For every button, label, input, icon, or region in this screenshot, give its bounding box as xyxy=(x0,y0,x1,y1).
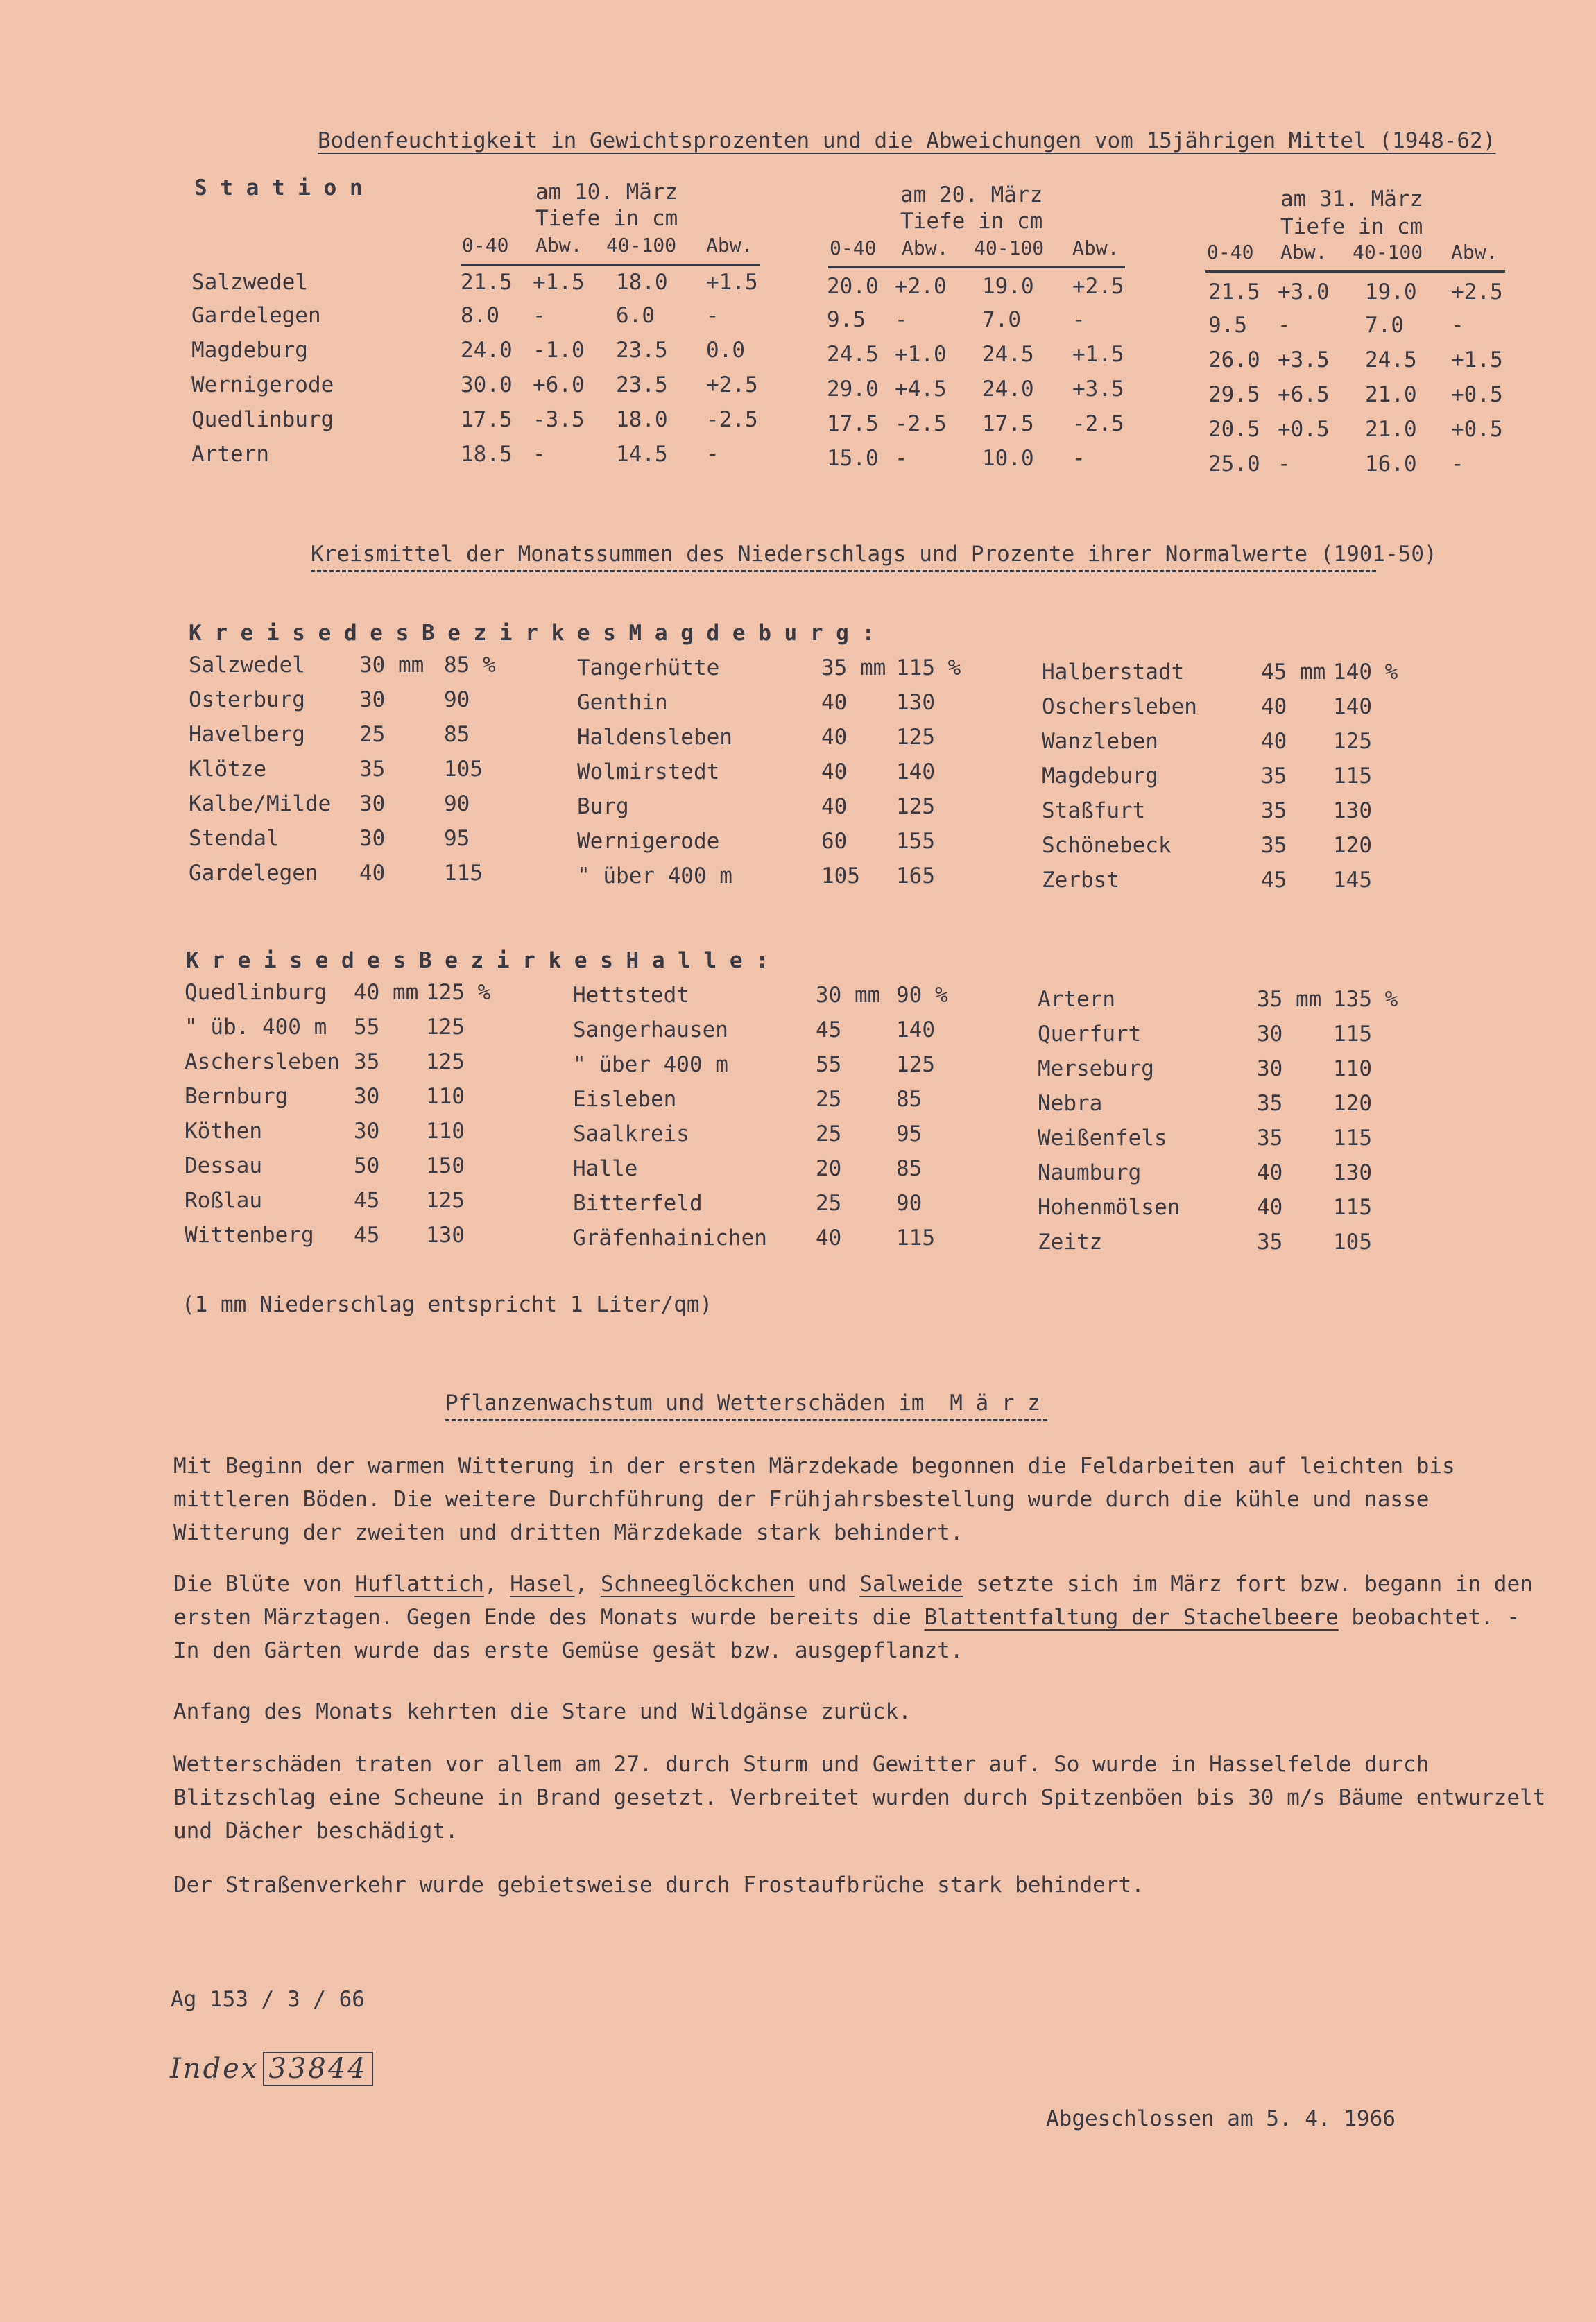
district-mm: 40 xyxy=(821,794,848,819)
district-mm: 45 mm xyxy=(1261,660,1326,685)
district-percent: 125 xyxy=(426,1015,465,1040)
district-name: Haldensleben xyxy=(577,725,732,750)
district-name: Roßlau xyxy=(185,1188,262,1213)
station-header: S t a t i o n xyxy=(194,175,363,200)
plant-schneegloeckchen: Schneeglöckchen xyxy=(600,1572,795,1597)
soil-value: - xyxy=(895,446,908,471)
district-percent: 140 % xyxy=(1333,660,1398,685)
district-percent: 105 xyxy=(444,757,483,782)
soil-value: +0.5 xyxy=(1451,382,1503,407)
district-name: Gräfenhainichen xyxy=(573,1226,767,1250)
district-name: Weißenfels xyxy=(1038,1126,1167,1151)
soil-value: 9.5 xyxy=(1208,313,1247,338)
district-mm: 40 xyxy=(821,759,848,784)
district-mm: 30 xyxy=(359,687,386,712)
district-mm: 30 xyxy=(359,826,386,851)
district-mm: 35 xyxy=(1257,1230,1283,1255)
soil-value: 24.5 xyxy=(982,342,1034,367)
district-mm: 40 xyxy=(821,725,848,750)
index-stamp xyxy=(170,2052,373,2086)
district-percent: 115 xyxy=(1333,764,1372,789)
district-name: Wernigerode xyxy=(577,829,720,854)
district-percent: 85 % xyxy=(444,653,496,678)
soil-value: 21.5 xyxy=(1208,280,1260,304)
district-percent: 125 xyxy=(1333,729,1372,754)
soil-value: 25.0 xyxy=(1208,452,1260,476)
date-3: am 31. März xyxy=(1280,187,1423,212)
district-mm: 30 xyxy=(1257,1022,1283,1047)
district-name: Hohenmölsen xyxy=(1038,1195,1181,1220)
col-header: 40-100 xyxy=(974,237,1045,259)
station-name: Wernigerode xyxy=(191,372,334,397)
district-name: Köthen xyxy=(185,1119,262,1144)
district-percent: 115 xyxy=(896,1226,935,1250)
district-percent: 125 xyxy=(426,1188,465,1213)
district-percent: 125 xyxy=(896,725,935,750)
district-name: Sangerhausen xyxy=(573,1017,728,1042)
soil-value: 23.5 xyxy=(616,338,668,363)
soil-value: +6.0 xyxy=(533,372,585,397)
district-percent: 140 xyxy=(896,759,935,784)
soil-value: 0.0 xyxy=(706,338,745,363)
col-header: Abw. xyxy=(706,234,753,257)
district-name: Naumburg xyxy=(1038,1160,1142,1185)
district-name: Staßfurt xyxy=(1042,798,1146,823)
district-name: Burg xyxy=(577,794,629,819)
district-name: Quedlinburg xyxy=(185,980,327,1005)
district-percent: 165 xyxy=(896,863,935,888)
soil-value: - xyxy=(1278,452,1291,476)
soil-value: - xyxy=(706,303,719,328)
district-mm: 25 xyxy=(816,1121,842,1146)
district-percent: 85 xyxy=(896,1087,923,1112)
soil-value: +2.5 xyxy=(1451,280,1503,304)
district-percent: 120 xyxy=(1333,833,1372,858)
soil-value: 29.5 xyxy=(1208,382,1260,407)
depth-label-1: Tiefe in cm xyxy=(535,206,678,231)
soil-value: - xyxy=(706,442,719,467)
district-name: Zerbst xyxy=(1042,868,1119,893)
district-mm: 40 xyxy=(1261,694,1287,719)
district-mm: 30 mm xyxy=(816,983,881,1008)
district-percent: 110 xyxy=(1333,1056,1372,1081)
soil-value: +0.5 xyxy=(1278,417,1330,442)
district-percent: 145 xyxy=(1333,868,1372,893)
district-mm: 60 xyxy=(821,829,848,854)
district-name: Aschersleben xyxy=(185,1049,340,1074)
soil-value: 18.0 xyxy=(616,270,668,295)
soil-value: - xyxy=(533,303,546,328)
paragraph-text: Mit Beginn der warmen Witterung in der ersten Märzdekade begonnen die Feldarbeiten auf leichten bis mittleren Böden. Die weitere Durchführung der Frühjahrsbestellung wurde durch die kühle und nasse Witterung der zweiten und dritten Märzdekade stark behindert. xyxy=(173,1454,1455,1545)
district-name: Wittenberg xyxy=(185,1223,314,1248)
district-mm: 35 mm xyxy=(821,655,886,680)
soil-value: - xyxy=(895,307,908,332)
soil-value: - xyxy=(533,442,546,467)
district-mm: 40 xyxy=(1257,1195,1283,1220)
district-percent: 130 xyxy=(1333,1160,1372,1185)
district-mm: 40 xyxy=(1261,729,1287,754)
station-name: Magdeburg xyxy=(191,338,308,363)
soil-value: 19.0 xyxy=(1365,280,1417,304)
district-percent: 140 xyxy=(896,1017,935,1042)
district-mm: 105 xyxy=(821,863,860,888)
district-mm: 50 xyxy=(354,1153,380,1178)
district-mm: 35 xyxy=(1257,1126,1283,1151)
soil-value: 17.5 xyxy=(982,411,1034,436)
soil-value: +1.5 xyxy=(706,270,758,295)
district-name: Dessau xyxy=(185,1153,262,1178)
soil-value: 19.0 xyxy=(982,274,1034,299)
soil-value: +2.5 xyxy=(706,372,758,397)
district-name: Genthin xyxy=(577,690,668,715)
plant-hasel: Hasel xyxy=(510,1572,575,1597)
district-name: " üb. 400 m xyxy=(185,1015,327,1040)
plant-huflattich: Huflattich xyxy=(354,1572,484,1597)
district-mm: 35 mm xyxy=(1257,987,1322,1012)
soil-value: 23.5 xyxy=(616,372,668,397)
district-percent: 95 xyxy=(444,826,470,851)
district-name: Tangerhütte xyxy=(577,655,720,680)
district-name: Wolmirstedt xyxy=(577,759,720,784)
district-percent: 105 xyxy=(1333,1230,1372,1255)
soil-value: 21.5 xyxy=(461,270,513,295)
col-header: 40-100 xyxy=(1353,241,1423,264)
soil-value: -2.5 xyxy=(706,407,758,432)
district-name: Gardelegen xyxy=(189,861,318,886)
district-mm: 40 xyxy=(816,1226,842,1250)
magdeburg-header: K r e i s e d e s B e z i r k e s M a g d e b u r g : xyxy=(189,621,875,646)
soil-value: -2.5 xyxy=(895,411,947,436)
paragraph-text: Der Straßenverkehr wurde gebietsweise durch Frostaufbrüche stark behindert. xyxy=(173,1873,1144,1898)
soil-value: - xyxy=(1072,446,1086,471)
district-name: Bitterfeld xyxy=(573,1191,703,1216)
district-name: Hettstedt xyxy=(573,983,689,1008)
district-mm: 25 xyxy=(816,1087,842,1112)
soil-value: 10.0 xyxy=(982,446,1034,471)
district-percent: 135 % xyxy=(1333,987,1398,1012)
district-percent: 130 xyxy=(896,690,935,715)
district-percent: 115 xyxy=(1333,1022,1372,1047)
header-underline xyxy=(461,264,760,266)
district-mm: 35 xyxy=(359,757,386,782)
depth-label-3: Tiefe in cm xyxy=(1280,214,1423,239)
district-percent: 90 % xyxy=(896,983,948,1008)
precip-note: (1 mm Niederschlag entspricht 1 Liter/qm) xyxy=(182,1292,713,1317)
district-name: Salzwedel xyxy=(189,653,305,678)
district-percent: 90 xyxy=(896,1191,923,1216)
text: setzte sich im März fort bzw. begann in den ersten Märztagen. Gegen Ende des Monats wurde bereits die xyxy=(173,1572,1533,1630)
district-percent: 110 xyxy=(426,1084,465,1109)
district-percent: 130 xyxy=(426,1223,465,1248)
halle-header: K r e i s e d e s B e z i r k e s H a l l e : xyxy=(186,948,769,973)
col-header: Abw. xyxy=(1280,241,1328,264)
soil-value: +2.0 xyxy=(895,274,947,299)
col-header: 40-100 xyxy=(606,234,677,257)
district-mm: 55 xyxy=(816,1052,842,1077)
district-mm: 45 xyxy=(1261,868,1287,893)
district-mm: 40 xyxy=(359,861,386,886)
soil-value: 24.5 xyxy=(827,342,879,367)
soil-value: 24.0 xyxy=(461,338,513,363)
col-header: 0-40 xyxy=(1207,241,1254,264)
paragraph-4 xyxy=(173,1748,1554,1848)
text: und xyxy=(807,1572,847,1597)
soil-value: 29.0 xyxy=(827,377,879,402)
district-name: Merseburg xyxy=(1038,1056,1154,1081)
plant-stachelbeere: Blattentfaltung der Stachelbeere xyxy=(924,1605,1339,1630)
soil-value: 18.0 xyxy=(616,407,668,432)
soil-title: Bodenfeuchtigkeit in Gewichtsprozenten und die Abweichungen vom 15jährigen Mittel (1948-62) xyxy=(318,128,1496,153)
district-percent: 115 xyxy=(1333,1195,1372,1220)
header-underline xyxy=(828,266,1125,268)
district-mm: 30 xyxy=(354,1084,380,1109)
soil-value: 21.0 xyxy=(1365,382,1417,407)
district-name: Eisleben xyxy=(573,1087,677,1112)
date-2: am 20. März xyxy=(900,182,1043,207)
soil-value: +1.0 xyxy=(895,342,947,367)
district-mm: 30 xyxy=(1257,1056,1283,1081)
district-percent: 115 xyxy=(1333,1126,1372,1151)
district-percent: 150 xyxy=(426,1153,465,1178)
district-mm: 40 xyxy=(1257,1160,1283,1185)
soil-value: +1.5 xyxy=(1451,347,1503,372)
soil-value: 7.0 xyxy=(982,307,1021,332)
district-mm: 45 xyxy=(816,1017,842,1042)
soil-value: 20.5 xyxy=(1208,417,1260,442)
district-name: Zeitz xyxy=(1038,1230,1103,1255)
soil-value: - xyxy=(1451,313,1464,338)
district-mm: 45 xyxy=(354,1223,380,1248)
soil-value: - xyxy=(1451,452,1464,476)
station-name: Salzwedel xyxy=(191,270,308,295)
district-name: Saalkreis xyxy=(573,1121,689,1146)
soil-value: +1.5 xyxy=(1072,342,1124,367)
soil-value: 9.5 xyxy=(827,307,866,332)
soil-value: 14.5 xyxy=(616,442,668,467)
soil-value: -2.5 xyxy=(1072,411,1124,436)
soil-value: 20.0 xyxy=(827,274,879,299)
soil-value: 8.0 xyxy=(461,303,499,328)
paragraph-text: Wetterschäden traten vor allem am 27. durch Sturm und Gewitter auf. So wurde in Hasselfelde durch Blitzschlag eine Scheune in Brand gesetzt. Verbreitet wurden durch Spitzenböen bis 30 m/s Bäume entwurzelt und Dächer beschädigt. xyxy=(173,1752,1546,1843)
soil-value: 18.5 xyxy=(461,442,513,467)
district-mm: 35 xyxy=(354,1049,380,1074)
district-name: Oschersleben xyxy=(1042,694,1197,719)
soil-value: - xyxy=(1278,313,1291,338)
district-mm: 30 xyxy=(354,1119,380,1144)
district-name: Osterburg xyxy=(189,687,305,712)
district-name: Stendal xyxy=(189,826,280,851)
col-header: 0-40 xyxy=(830,237,877,259)
soil-value: +3.5 xyxy=(1072,377,1124,402)
district-percent: 95 xyxy=(896,1121,923,1146)
district-mm: 35 xyxy=(1261,833,1287,858)
district-mm: 35 xyxy=(1257,1091,1283,1116)
index-number: 33844 xyxy=(263,2052,372,2086)
precip-title: Kreismittel der Monatssummen des Niederschlags und Prozente ihrer Normalwerte (1901-50) xyxy=(311,542,1437,567)
soil-value: - xyxy=(1072,307,1086,332)
district-name: Querfurt xyxy=(1038,1022,1142,1047)
title-underline xyxy=(445,1419,1047,1421)
paragraph-3 xyxy=(173,1695,1554,1728)
district-mm: 40 xyxy=(821,690,848,715)
col-header: Abw. xyxy=(1072,237,1119,259)
district-mm: 35 xyxy=(1261,798,1287,823)
district-name: Nebra xyxy=(1038,1091,1103,1116)
district-name: Kalbe/Milde xyxy=(189,791,332,816)
district-mm: 30 mm xyxy=(359,653,424,678)
soil-value: 24.5 xyxy=(1365,347,1417,372)
district-name: " über 400 m xyxy=(577,863,732,888)
district-name: " über 400 m xyxy=(573,1052,728,1077)
district-name: Schönebeck xyxy=(1042,833,1172,858)
depth-label-2: Tiefe in cm xyxy=(900,209,1043,234)
soil-value: 17.5 xyxy=(461,407,513,432)
district-name: Halberstadt xyxy=(1042,660,1185,685)
title-underline xyxy=(311,570,1376,572)
soil-value: +0.5 xyxy=(1451,417,1503,442)
soil-value: +6.5 xyxy=(1278,382,1330,407)
district-name: Bernburg xyxy=(185,1084,289,1109)
soil-value: +3.0 xyxy=(1278,280,1330,304)
district-percent: 115 % xyxy=(896,655,961,680)
soil-value: +3.5 xyxy=(1278,347,1330,372)
plant-salweide: Salweide xyxy=(859,1572,963,1597)
soil-value: 7.0 xyxy=(1365,313,1404,338)
district-percent: 90 xyxy=(444,791,470,816)
station-name: Artern xyxy=(191,442,269,467)
district-percent: 120 xyxy=(1333,1091,1372,1116)
text: Die Blüte von xyxy=(173,1572,342,1597)
district-percent: 85 xyxy=(896,1156,923,1181)
col-header: Abw. xyxy=(1451,241,1498,264)
col-header: Abw. xyxy=(902,237,949,259)
col-header: 0-40 xyxy=(462,234,509,257)
district-mm: 25 xyxy=(359,722,386,747)
plants-title-text: Pflanzenwachstum und Wetterschäden im xyxy=(445,1391,925,1416)
district-name: Magdeburg xyxy=(1042,764,1158,789)
district-percent: 125 xyxy=(896,794,935,819)
soil-value: +4.5 xyxy=(895,377,947,402)
station-name: Gardelegen xyxy=(191,303,321,328)
soil-value: 6.0 xyxy=(616,303,655,328)
district-mm: 20 xyxy=(816,1156,842,1181)
station-name: Quedlinburg xyxy=(191,407,334,432)
col-header: Abw. xyxy=(535,234,583,257)
district-name: Halle xyxy=(573,1156,638,1181)
district-mm: 25 xyxy=(816,1191,842,1216)
plants-month: M ä r z xyxy=(950,1391,1040,1416)
district-percent: 125 xyxy=(896,1052,935,1077)
soil-value: 16.0 xyxy=(1365,452,1417,476)
plants-title xyxy=(445,1393,1040,1414)
soil-value: 21.0 xyxy=(1365,417,1417,442)
text: beobachtet. - In den Gärten wurde das erste Gemüse gesät bzw. ausgepflanzt. xyxy=(173,1605,1520,1663)
district-percent: 130 xyxy=(1333,798,1372,823)
soil-value: 30.0 xyxy=(461,372,513,397)
district-mm: 55 xyxy=(354,1015,380,1040)
district-percent: 140 xyxy=(1333,694,1372,719)
district-percent: 125 xyxy=(426,1049,465,1074)
paragraph-2: Die Blüte von Huflattich, Hasel, Schneeglöckchen und Salweide setzte sich im März fort bzw. begann in den ersten Märztagen. Gegen Ende des Monats wurde bereits die Blattentfaltung der Stachelbeere beobachtet. - In den Gärten wurde das erste Gemüse gesät bzw. ausgepflanzt. xyxy=(173,1572,1533,1663)
district-mm: 35 xyxy=(1261,764,1287,789)
district-name: Artern xyxy=(1038,987,1115,1012)
closed-date: Abgeschlossen am 5. 4. 1966 xyxy=(1046,2106,1396,2131)
district-percent: 90 xyxy=(444,687,470,712)
district-percent: 115 xyxy=(444,861,483,886)
district-mm: 40 mm xyxy=(354,980,419,1005)
district-percent: 155 xyxy=(896,829,935,854)
soil-value: 26.0 xyxy=(1208,347,1260,372)
district-name: Klötze xyxy=(189,757,266,782)
header-underline xyxy=(1205,270,1505,273)
paragraph-text: Anfang des Monats kehrten die Stare und Wildgänse zurück. xyxy=(173,1699,911,1724)
district-mm: 45 xyxy=(354,1188,380,1213)
district-name: Havelberg xyxy=(189,722,305,747)
soil-value: +2.5 xyxy=(1072,274,1124,299)
document-reference: Ag 153 / 3 / 66 xyxy=(171,1987,365,2012)
district-name: Wanzleben xyxy=(1042,729,1158,754)
soil-value: -1.0 xyxy=(533,338,585,363)
soil-value: 15.0 xyxy=(827,446,879,471)
district-percent: 125 % xyxy=(426,980,491,1005)
district-mm: 30 xyxy=(359,791,386,816)
date-1: am 10. März xyxy=(535,180,678,205)
soil-value: 17.5 xyxy=(827,411,879,436)
paragraph-5 xyxy=(173,1868,1554,1902)
paragraph-1 xyxy=(173,1450,1554,1549)
district-percent: 110 xyxy=(426,1119,465,1144)
index-label: Index xyxy=(170,2053,259,2085)
district-percent: 85 xyxy=(444,722,470,747)
soil-value: +1.5 xyxy=(533,270,585,295)
soil-value: -3.5 xyxy=(533,407,585,432)
soil-value: 24.0 xyxy=(982,377,1034,402)
